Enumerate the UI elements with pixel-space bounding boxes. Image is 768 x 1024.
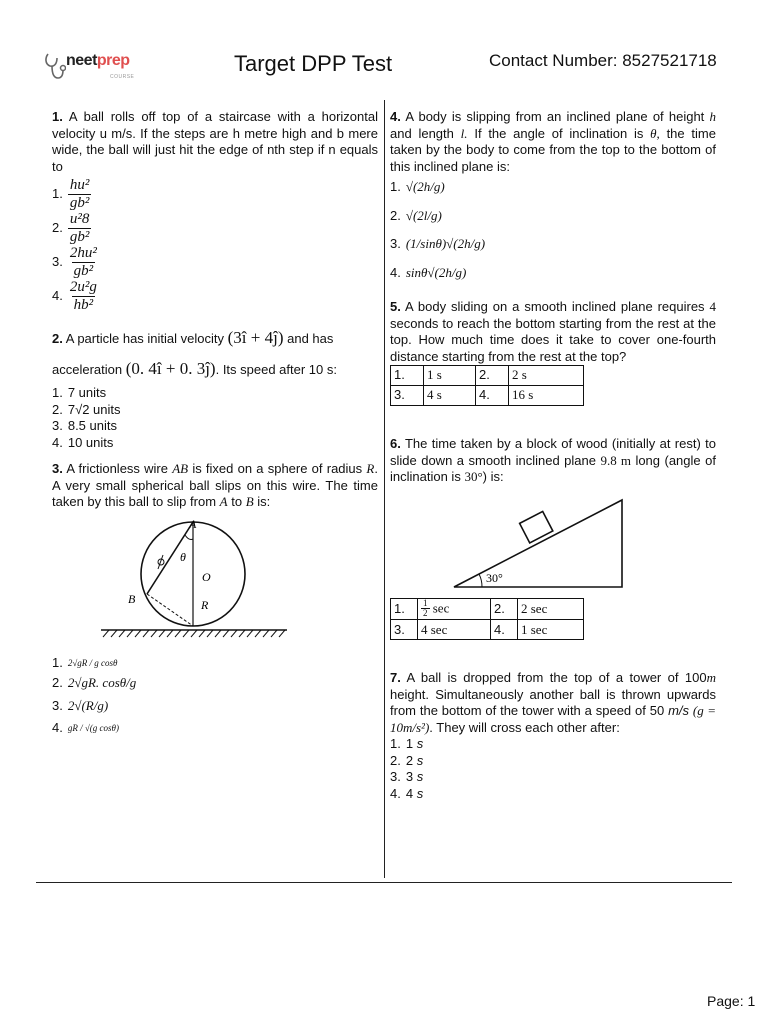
q5-options-table: 1. 1 s 2. 2 s 3. 4 s 4. 16 s: [390, 365, 584, 406]
question-3: 3. A frictionless wire AB is fixed on a sphere of radius R. A very small spherical ball slips on this wire. The time taken by this ball to slip from A to B is: A B O R θ 1. 2√gR / g cosθ 2. 2√gR. cosθ/g 3. 2√(R/g) 4. gR / √(g cosθ): [52, 461, 378, 735]
q3-option-2: 2. 2√gR. cosθ/g: [52, 675, 137, 690]
stethoscope-icon: [44, 52, 66, 82]
q2-option-2: 2. 7√2 units: [52, 401, 121, 417]
contact-number: Contact Number: 8527521718: [489, 51, 717, 70]
page-title: Target DPP Test: [234, 51, 393, 76]
q1-option-1: 1. $\frac{\text{hu²}}{\text{gb²}}$: [52, 177, 90, 211]
neetprep-logo: neetprep COURSE: [44, 50, 154, 82]
q2-option-3: 3. 8.5 units: [52, 418, 117, 433]
q3-option-1: 1. 2√gR / g cosθ: [52, 654, 118, 670]
question-7: 7. A ball is dropped from the top of a tower of 100m height. Simultaneously another ball is thrown upwards from the bottom of the tower with a speed of 50 m/s (g = 10m/s²). They will cross each other after: 1. 1 s 2. 2 s 3. 3 s 4. 4 s: [390, 670, 716, 801]
q1-option-3: 3. $\frac{\text{2hu²}}{\text{gb²}}$: [52, 245, 97, 279]
q2-option-1: 1. 7 units: [52, 385, 107, 400]
q4-option-1: 1. √(2h/g): [390, 179, 445, 194]
svg-text:30°: 30°: [486, 570, 503, 585]
q4-option-4: 4. sinθ√(2h/g): [390, 264, 467, 280]
q3-option-4: 4. gR / √(g cosθ): [52, 720, 119, 735]
q7-option-3: 3. 3 s: [390, 769, 424, 785]
svg-text:B: B: [128, 591, 136, 606]
inclined-plane-diagram: [448, 492, 648, 592]
question-2: 2. A particle has initial velocity (3î + 4ĵ) and has acceleration (0. 4î + 0. 3ĵ). Its speed after 10 s: 1. 7 units 2. 7√2 units 3. 8.5 units 4. 10 units: [52, 323, 378, 451]
q6-options-table: 1. $\frac{1}{2}$ sec 2. 2 sec 3. 4 sec 4. 1 sec: [390, 598, 584, 641]
page-number: Page: 1: [707, 993, 756, 1009]
q7-option-2: 2. 2 s: [390, 752, 424, 768]
q4-option-2: 2. √(2l/g): [390, 207, 442, 223]
right-column: [390, 109, 716, 802]
q3-option-3: 3. 2√(R/g): [52, 697, 109, 713]
q4-option-3: 3. (1/sinθ)√(2h/g): [390, 236, 486, 251]
q7-option-4: 4. 4 s: [390, 785, 424, 801]
sphere-wire-diagram: [97, 519, 297, 649]
svg-text:θ: θ: [180, 549, 186, 564]
column-divider: [384, 100, 385, 878]
q1-option-4: 4. $\frac{\text{2u²g}}{\text{hb²}}$: [52, 279, 97, 313]
q7-option-1: 1. 1 s: [390, 736, 424, 752]
svg-text:R: R: [201, 597, 209, 612]
bottom-rule: [36, 882, 732, 883]
question-6: 6. The time taken by a block of wood (initially at rest) to slide down a smooth inclined plane 9.8 m long (angle of inclination is 30°) is: 30° 1. $\frac{1}{2}$ sec 2. 2 sec 3. 4 sec 4. 1 sec: [390, 436, 716, 640]
svg-text:O: O: [202, 569, 211, 584]
question-1: 1. A ball rolls off top of a staircase with a horizontal velocity u m/s. If the steps are h metre high and b mere wide, the ball will just hit the edge of nth step if n equals to 1. $\frac{\text{hu²}}{\text{gb²}}$ 2. $\frac{\text{u²8}}{\text{gb²}}$ 3. $\frac{\text{2hu²}}{\text{gb²}}$ 4. $\frac{\text{2u²g}}{\text{hb²}}$: [52, 109, 378, 313]
svg-text:A: A: [189, 518, 197, 531]
q1-option-2: 2. $\frac{\text{u²8}}{\text{gb²}}$: [52, 211, 90, 245]
left-column: [52, 109, 378, 737]
question-5: 5. A body sliding on a smooth inclined plane requires 4 seconds to reach the bottom starting from the rest at the top. How much time does it take to cover one-fourth distance starting from the rest at the top? 1. 1 s 2. 2 s 3. 4 s 4. 16 s: [390, 299, 716, 406]
question-4: 4. A body is slipping from an inclined plane of height h and length l. If the angle of inclination is θ, the time taken by the body to come from the top to the bottom of this inclined plane is: 1. √(2h/g) 2. √(2l/g) 3. (1/sinθ)√(2h/g) 4. sinθ√(2h/g): [390, 109, 716, 280]
q2-option-4: 4. 10 units: [52, 434, 114, 450]
